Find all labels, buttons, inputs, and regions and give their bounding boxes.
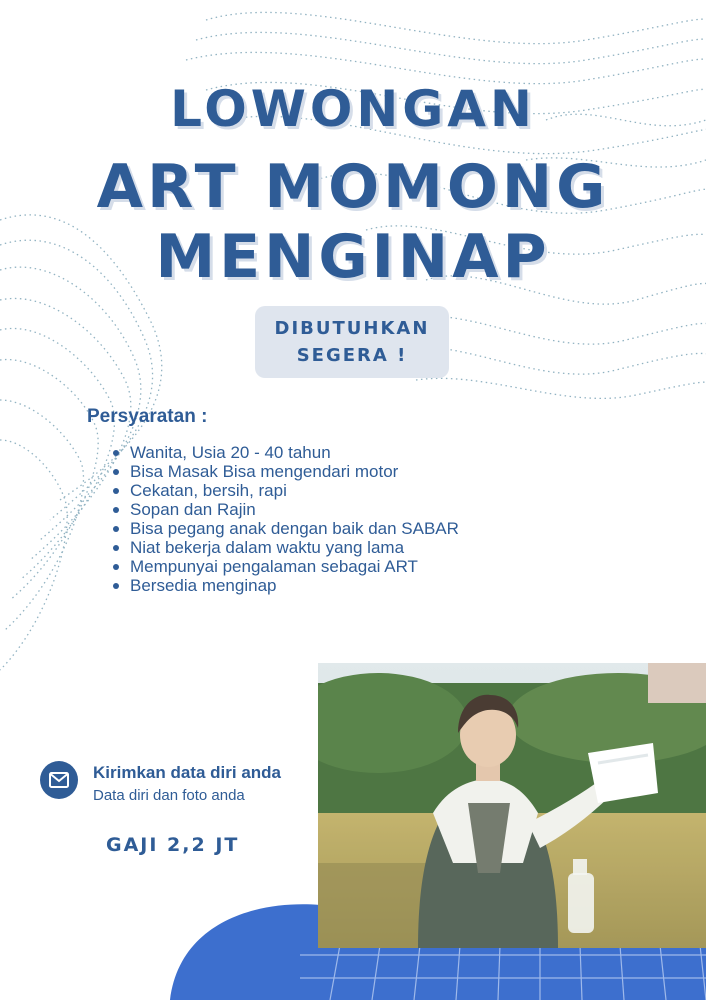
badge-line-2: SEGERA ! bbox=[296, 345, 408, 366]
requirements-list bbox=[111, 443, 459, 595]
badge-line-1: DIBUTUHKAN bbox=[274, 318, 430, 339]
list-item: Bisa pegang anak dengan baik dan SABAR bbox=[111, 519, 459, 538]
list-item: Mempunyai pengalaman sebagai ART bbox=[111, 557, 459, 576]
list-item: Bisa Masak Bisa mengendari motor bbox=[111, 462, 459, 481]
photo-housekeeper bbox=[318, 663, 706, 948]
title-line-1: LOWONGAN bbox=[170, 80, 536, 138]
list-item: Sopan dan Rajin bbox=[111, 500, 459, 519]
list-item: Cekatan, bersih, rapi bbox=[111, 481, 459, 500]
requirements-heading: Persyaratan : bbox=[87, 406, 208, 427]
list-item: Niat bekerja dalam waktu yang lama bbox=[111, 538, 459, 557]
title-line-3: MENGINAP bbox=[155, 222, 551, 292]
salary-label: GAJI 2,2 JT bbox=[106, 834, 240, 856]
list-item: Bersedia menginap bbox=[111, 576, 459, 595]
mail-icon bbox=[40, 761, 78, 799]
title-line-2: ART MOMONG bbox=[96, 152, 610, 222]
contact-heading: Kirimkan data diri anda bbox=[93, 763, 281, 782]
list-item: Wanita, Usia 20 - 40 tahun bbox=[111, 443, 459, 462]
contact-subtext: Data diri dan foto anda bbox=[93, 787, 245, 804]
urgent-badge bbox=[255, 306, 449, 378]
